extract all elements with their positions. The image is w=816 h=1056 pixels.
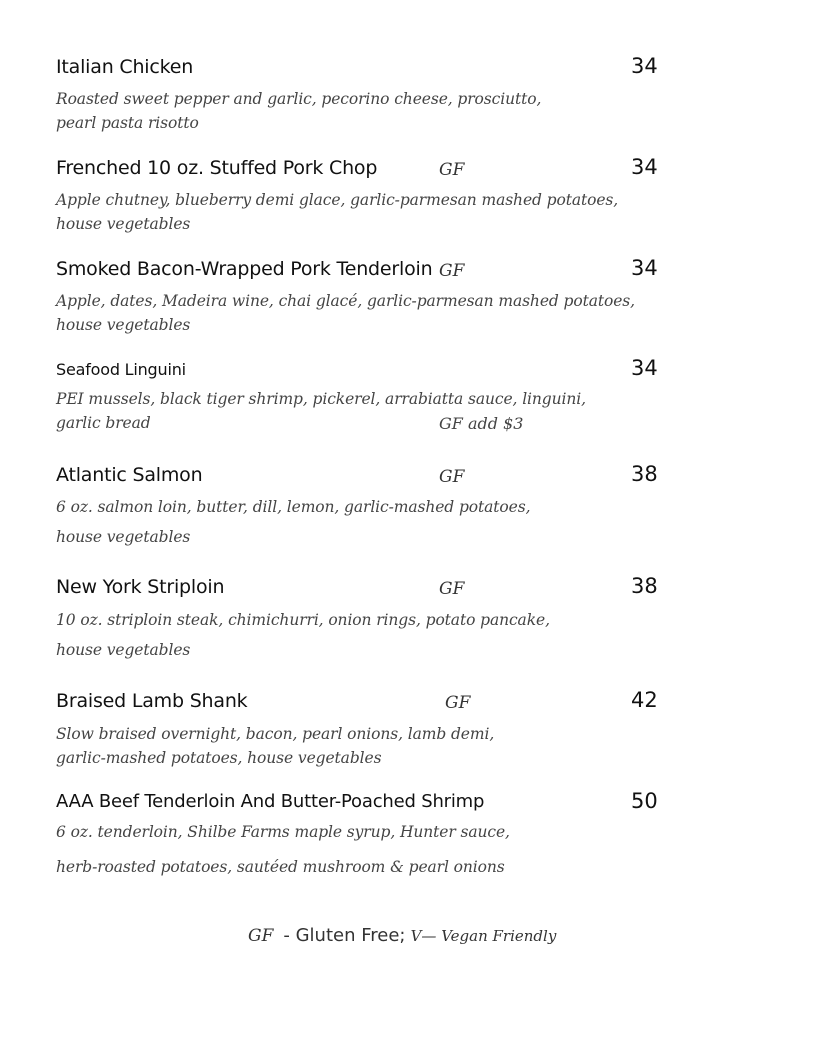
- dish-description-line: PEI mussels, black tiger shrimp, pickerel, arrabiatta sauce, linguini,: [56, 390, 586, 408]
- dish-description-line: Roasted sweet pepper and garlic, pecorino cheese, prosciutto,: [56, 90, 542, 108]
- dish-price: 38: [631, 574, 658, 598]
- dish-description-line: house vegetables: [56, 528, 191, 546]
- dish-price: 34: [631, 54, 658, 78]
- gluten-free-option-note: GF add $3: [439, 414, 524, 433]
- dish-description-line: house vegetables: [56, 641, 191, 659]
- dish-price: 50: [631, 789, 658, 813]
- gluten-free-marker: GF: [439, 261, 465, 281]
- legend-vegan-text: V— Vegan Friendly: [410, 927, 557, 945]
- dish-description-line: 10 oz. striploin steak, chimichurri, onion rings, potato pancake,: [56, 611, 550, 629]
- dietary-legend: [248, 925, 556, 946]
- dish-description-line: garlic-mashed potatoes, house vegetables: [56, 749, 382, 767]
- dish-name: Braised Lamb Shank: [56, 690, 248, 712]
- dish-price: 38: [631, 462, 658, 486]
- gluten-free-marker: GF: [439, 467, 465, 487]
- gluten-free-marker: GF: [445, 693, 471, 713]
- dish-price: 34: [631, 356, 658, 380]
- dish-description-line: 6 oz. salmon loin, butter, dill, lemon, garlic-mashed potatoes,: [56, 498, 531, 516]
- dish-price: 34: [631, 155, 658, 179]
- legend-gf-symbol: GF: [248, 926, 274, 946]
- dish-description-line: house vegetables: [56, 215, 191, 233]
- dish-name: New York Striploin: [56, 576, 225, 598]
- dish-name: Seafood Linguini: [56, 360, 186, 379]
- dish-name: Italian Chicken: [56, 56, 194, 78]
- dish-price: 42: [631, 688, 658, 712]
- dish-description-line: herb-roasted potatoes, sautéed mushroom & pearl onions: [56, 858, 505, 876]
- dish-name: Smoked Bacon-Wrapped Pork Tenderloin: [56, 258, 433, 280]
- dish-name: Atlantic Salmon: [56, 464, 203, 486]
- gluten-free-marker: GF: [439, 579, 465, 599]
- dish-description-line: house vegetables: [56, 316, 191, 334]
- dish-description-line: pearl pasta risotto: [56, 114, 199, 132]
- dish-description-line: 6 oz. tenderloin, Shilbe Farms maple syrup, Hunter sauce,: [56, 823, 510, 841]
- dish-description-line: Slow braised overnight, bacon, pearl onions, lamb demi,: [56, 725, 495, 743]
- dish-description-line: Apple chutney, blueberry demi glace, garlic-parmesan mashed potatoes,: [56, 191, 619, 209]
- dish-name: Frenched 10 oz. Stuffed Pork Chop: [56, 157, 378, 179]
- dish-description-line: Apple, dates, Madeira wine, chai glacé, garlic-parmesan mashed potatoes,: [56, 292, 635, 310]
- legend-gf-text: - Gluten Free;: [283, 925, 406, 946]
- dish-price: 34: [631, 256, 658, 280]
- dish-description-line: garlic bread: [56, 414, 151, 432]
- dish-name: AAA Beef Tenderloin And Butter-Poached Shrimp: [56, 791, 485, 812]
- gluten-free-marker: GF: [439, 160, 465, 180]
